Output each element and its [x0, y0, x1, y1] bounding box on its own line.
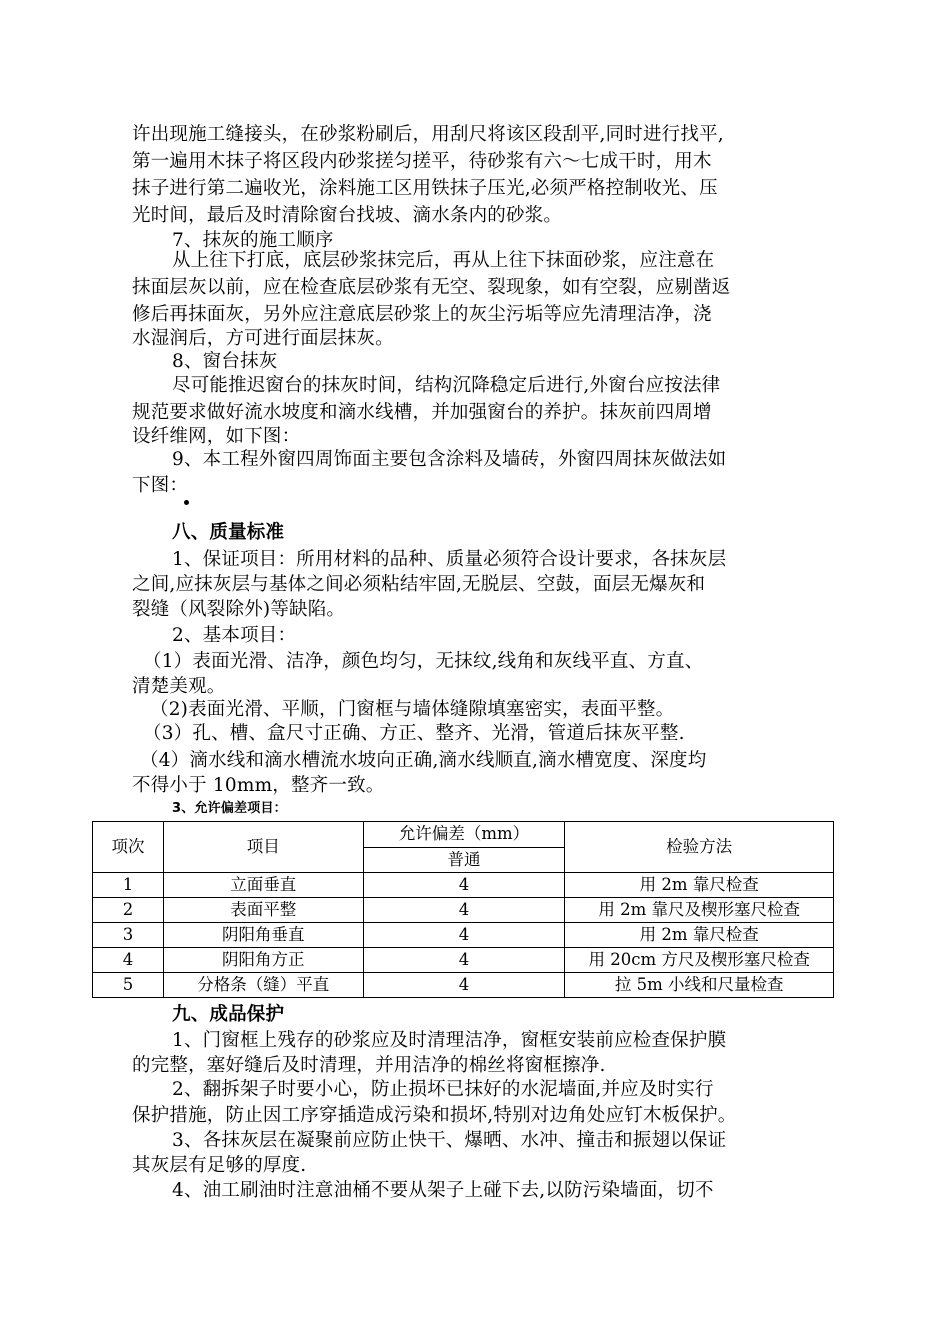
paragraph-line: （1）表面光滑、洁净，颜色均匀，无抹纹,线角和灰线平直、方直、 — [143, 651, 704, 672]
paragraph-line: 裂缝（风裂除外)等缺陷。 — [132, 599, 346, 620]
paragraph-line: 1、保证项目：所用材料的品种、质量必须符合设计要求，各抹灰层 — [172, 549, 727, 570]
table-cell: 2 — [93, 898, 164, 923]
paragraph-line: 设纤维网，如下图： — [132, 426, 301, 447]
bullet-dot — [184, 500, 189, 505]
header-cell-tolerance: 允许偏差（mm） — [363, 822, 565, 848]
paragraph-line: 的完整，塞好缝后及时清理，并用洁净的棉丝将窗框擦净. — [132, 1055, 606, 1076]
paragraph-line: （3）孔、槽、盒尺寸正确、方正、整齐、光滑，管道后抹灰平整. — [143, 723, 685, 744]
paragraph-line: 光时间，最后及时清除窗台找坡、滴水条内的砂浆。 — [132, 205, 563, 226]
paragraph-line: 清楚美观。 — [132, 676, 226, 697]
paragraph-line: （4）滴水线和滴水槽流水坡向正确,滴水线顺直,滴水槽宽度、深度均 — [140, 750, 707, 771]
paragraph-line: 从上往下打底，底层砂浆抹完后，再从上往下抹面砂浆，应注意在 — [172, 250, 715, 271]
subheading-7: 7、抹灰的施工顺序 — [172, 230, 334, 251]
table-cell: 用 20cm 方尺及楔形塞尺检查 — [565, 948, 834, 973]
table-cell: 表面平整 — [163, 898, 363, 923]
paragraph-line: 2、翻拆架子时要小心，防止损坏已抹好的水泥墙面,并应及时实行 — [172, 1079, 714, 1100]
table-cell: 用 2m 靠尺检查 — [565, 873, 834, 898]
paragraph-line: 抹面层灰以前，应在检查底层砂浆有无空、裂现象，如有空裂，应剔凿返 — [132, 277, 731, 298]
table-cell: 阴阳角垂直 — [163, 923, 363, 948]
paragraph-line: 之间,应抹灰层与基体之间必须粘结牢固,无脱层、空鼓，面层无爆灰和 — [132, 574, 706, 595]
header-cell-normal: 普通 — [363, 847, 565, 873]
paragraph-line: 不得小于 10mm，整齐一致。 — [132, 775, 385, 796]
header-cell-index: 项次 — [93, 822, 164, 873]
paragraph-line: 下图： — [132, 475, 189, 496]
paragraph-line: （2)表面光滑、平顺，门窗框与墙体缝隙填塞密实，表面平整。 — [150, 699, 675, 720]
paragraph-line: 许出现施工缝接头，在砂浆粉刷后，用刮尺将该区段刮平,同时进行找平, — [132, 124, 724, 145]
table-row — [93, 923, 834, 948]
paragraph-line: 水湿润后，方可进行面层抹灰。 — [132, 328, 394, 349]
section-heading-protection: 九、成品保护 — [172, 1004, 285, 1025]
table-caption: 3、允许偏差项目： — [172, 801, 287, 816]
table-cell: 4 — [363, 898, 565, 923]
table-cell: 拉 5m 小线和尺量检查 — [565, 973, 834, 998]
table-cell: 3 — [93, 923, 164, 948]
section-heading-quality: 八、质量标准 — [172, 522, 285, 543]
paragraph-line: 3、各抹灰层在凝聚前应防止快干、爆晒、水冲、撞击和振翅以保证 — [172, 1130, 727, 1151]
paragraph-line: 9、本工程外窗四周饰面主要包含涂料及墙砖，外窗四周抹灰做法如 — [172, 449, 727, 470]
table-cell: 4 — [363, 948, 565, 973]
subheading-basic-items: 2、基本项目： — [172, 625, 297, 646]
paragraph-line: 1、门窗框上残存的砂浆应及时清理洁净，窗框安装前应检查保护膜 — [172, 1030, 727, 1051]
table-row — [93, 898, 834, 923]
table-cell: 4 — [363, 973, 565, 998]
header-cell-item: 项目 — [163, 822, 363, 873]
tolerance-table — [92, 821, 834, 998]
table-cell: 5 — [93, 973, 164, 998]
table-cell: 1 — [93, 873, 164, 898]
table-cell: 4 — [363, 923, 565, 948]
table-cell: 4 — [363, 873, 565, 898]
table-cell: 4 — [93, 948, 164, 973]
paragraph-line: 尽可能推迟窗台的抹灰时间，结构沉降稳定后进行,外窗台应按法律 — [172, 375, 721, 396]
paragraph-line: 修后再抹面灰，另外应注意底层砂浆上的灰尘污垢等应先清理洁净，浇 — [132, 304, 712, 325]
table-row — [93, 973, 834, 998]
table-cell: 立面垂直 — [163, 873, 363, 898]
subheading-8: 8、窗台抹灰 — [172, 351, 278, 372]
table-cell: 分格条（缝）平直 — [163, 973, 363, 998]
paragraph-line: 其灰层有足够的厚度. — [132, 1155, 307, 1176]
table-cell: 阴阳角方正 — [163, 948, 363, 973]
table-row — [93, 948, 834, 973]
table-row — [93, 873, 834, 898]
paragraph-line: 第一遍用木抹子将区段内砂浆搓匀搓平，待砂浆有六～七成干时，用木 — [132, 151, 712, 172]
paragraph-line: 抹子进行第二遍收光，涂料施工区用铁抹子压光,必须严格控制收光、压 — [132, 178, 718, 199]
header-cell-method: 检验方法 — [565, 822, 834, 873]
table-cell: 用 2m 靠尺及楔形塞尺检查 — [565, 898, 834, 923]
paragraph-line: 4、油工刷油时注意油桶不要从架子上碰下去,以防污染墙面，切不 — [172, 1180, 714, 1201]
paragraph-line: 保护措施，防止因工序穿插造成污染和损坏,特别对边角处应钉木板保护。 — [132, 1105, 737, 1126]
table-cell: 用 2m 靠尺检查 — [565, 923, 834, 948]
paragraph-line: 规范要求做好流水坡度和滴水线槽，并加强窗台的养护。抹灰前四周增 — [132, 402, 712, 423]
